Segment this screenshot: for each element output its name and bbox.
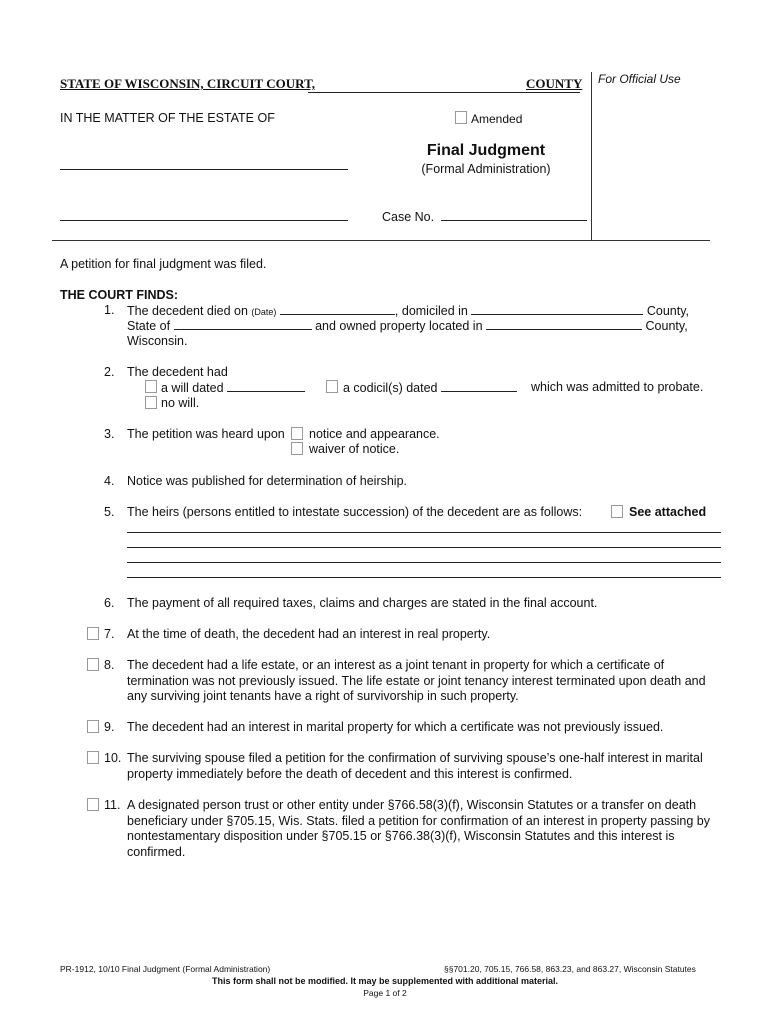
item-1-line-2: State of and owned property located in County, xyxy=(127,319,688,333)
item-11-line-1: A designated person trust or other entity under §766.58(3)(f), Wisconsin Statutes or a transfer on death xyxy=(127,798,697,812)
item-11-line-4: confirmed. xyxy=(127,845,186,859)
item-1-number: 1. xyxy=(104,303,115,317)
item-10-line-2: property immediately before the death of decedent and this interest is confirmed. xyxy=(127,767,573,781)
item-3-text: The petition was heard upon xyxy=(127,427,285,441)
amended-checkbox[interactable] xyxy=(455,111,467,124)
case-number-blank[interactable] xyxy=(441,209,587,221)
item-11-line-2: beneficiary under §705.15, Wis. Stats. filed a petition for confirmation of an interest in property passing by xyxy=(127,814,710,828)
item-10-number: 10. xyxy=(104,751,122,765)
item-8-line-1: The decedent had a life estate, or an interest as a joint tenant in property for which a certificate of xyxy=(127,658,665,672)
no-will-label: no will. xyxy=(161,396,200,410)
item-9-number: 9. xyxy=(104,720,115,734)
item-2-number: 2. xyxy=(104,365,115,379)
domicile-county-field[interactable] xyxy=(471,303,643,315)
waiver-label: waiver of notice. xyxy=(309,442,400,456)
item-3-number: 3. xyxy=(104,427,115,441)
item-9-text: The decedent had an interest in marital property for which a certificate was not previously issued. xyxy=(127,720,664,734)
item-10-checkbox[interactable] xyxy=(87,751,99,764)
item-7-number: 7. xyxy=(104,627,115,641)
codicil-date-field[interactable] xyxy=(441,380,517,392)
no-will-checkbox[interactable] xyxy=(145,396,157,409)
amended-label: Amended xyxy=(471,112,523,126)
heirs-line-3[interactable] xyxy=(127,562,721,563)
item-4-text: Notice was published for determination of heirship. xyxy=(127,474,408,488)
heirs-line-1[interactable] xyxy=(127,532,721,533)
item-8-line-2: termination was not previously issued. The life estate or joint tenancy interest terminated upon death and xyxy=(127,674,706,688)
item-1-line-1: The decedent died on (Date) , domiciled in County, xyxy=(127,304,689,318)
intro-text: A petition for final judgment was filed. xyxy=(60,257,267,271)
case-number-field[interactable] xyxy=(382,209,587,224)
item-11-line-3: nontestamentary disposition under §705.15 or §766.38(3)(f), Wisconsin Statutes and this interest is xyxy=(127,829,675,843)
item-9-checkbox[interactable] xyxy=(87,720,99,733)
form-identifier: PR-1912, 10/10 Final Judgment (Formal Administration) xyxy=(60,964,271,974)
heirs-line-2[interactable] xyxy=(127,547,721,548)
estate-matter-label: IN THE MATTER OF THE ESTATE OF xyxy=(60,111,275,125)
item-5-text: The heirs (persons entitled to intestate succession) of the decedent are as follows: xyxy=(127,505,583,519)
state-court-heading: STATE OF WISCONSIN, CIRCUIT COURT, xyxy=(60,76,316,91)
notice-appearance-checkbox[interactable] xyxy=(291,427,303,440)
item-8-line-3: any surviving joint tenants have a right of survivorship in such property. xyxy=(127,689,519,703)
admitted-text: which was admitted to probate. xyxy=(531,380,704,394)
state-field[interactable] xyxy=(174,318,312,330)
estate-name-line-1[interactable] xyxy=(60,169,348,170)
county-label: COUNTY xyxy=(526,76,583,91)
header-divider-vertical xyxy=(591,72,592,240)
see-attached-label: See attached xyxy=(629,505,707,519)
modification-notice: This form shall not be modified. It may be supplemented with additional material. xyxy=(211,976,559,986)
waiver-checkbox[interactable] xyxy=(291,442,303,455)
item-6-text: The payment of all required taxes, claims and charges are stated in the final account. xyxy=(127,596,598,610)
item-7-text: At the time of death, the decedent had an interest in real property. xyxy=(127,627,491,641)
page-subtitle: (Formal Administration) xyxy=(421,162,551,176)
date-hint: (Date) xyxy=(251,307,277,317)
estate-name-line-2[interactable] xyxy=(60,220,348,221)
property-county-field[interactable] xyxy=(486,318,642,330)
codicil-dated-line: a codicil(s) dated xyxy=(343,380,517,395)
item-1-line-3: Wisconsin. xyxy=(127,334,188,348)
item-7-checkbox[interactable] xyxy=(87,627,99,640)
item-5-number: 5. xyxy=(104,505,115,519)
will-dated-line: a will dated xyxy=(161,380,305,395)
item-8-checkbox[interactable] xyxy=(87,658,99,671)
notice-appearance-label: notice and appearance. xyxy=(309,427,440,441)
item-4-number: 4. xyxy=(104,474,115,488)
county-name-field[interactable] xyxy=(308,92,580,93)
item-6-number: 6. xyxy=(104,596,115,610)
official-use-label: For Official Use xyxy=(598,72,681,86)
see-attached-checkbox[interactable] xyxy=(611,505,623,518)
item-11-checkbox[interactable] xyxy=(87,798,99,811)
will-date-field[interactable] xyxy=(227,380,305,392)
item-10-line-1: The surviving spouse filed a petition for the confirmation of surviving spouse’s one-half interest in marital xyxy=(127,751,703,765)
header-divider-bottom xyxy=(52,240,710,241)
statute-references: §§701.20, 705.15, 766.58, 863.23, and 863.27, Wisconsin Statutes xyxy=(444,964,696,974)
item-2-text: The decedent had xyxy=(127,365,228,379)
codicil-checkbox[interactable] xyxy=(326,380,338,393)
death-date-field[interactable] xyxy=(280,303,395,315)
court-finds-heading: THE COURT FINDS: xyxy=(60,288,179,302)
page-number: Page 1 of 2 xyxy=(363,988,407,998)
item-8-number: 8. xyxy=(104,658,115,672)
case-number-label: Case No. xyxy=(382,210,435,224)
heirs-line-4[interactable] xyxy=(127,577,721,578)
item-11-number: 11. xyxy=(104,798,121,812)
page-title: Final Judgment xyxy=(426,142,546,159)
will-checkbox[interactable] xyxy=(145,380,157,393)
